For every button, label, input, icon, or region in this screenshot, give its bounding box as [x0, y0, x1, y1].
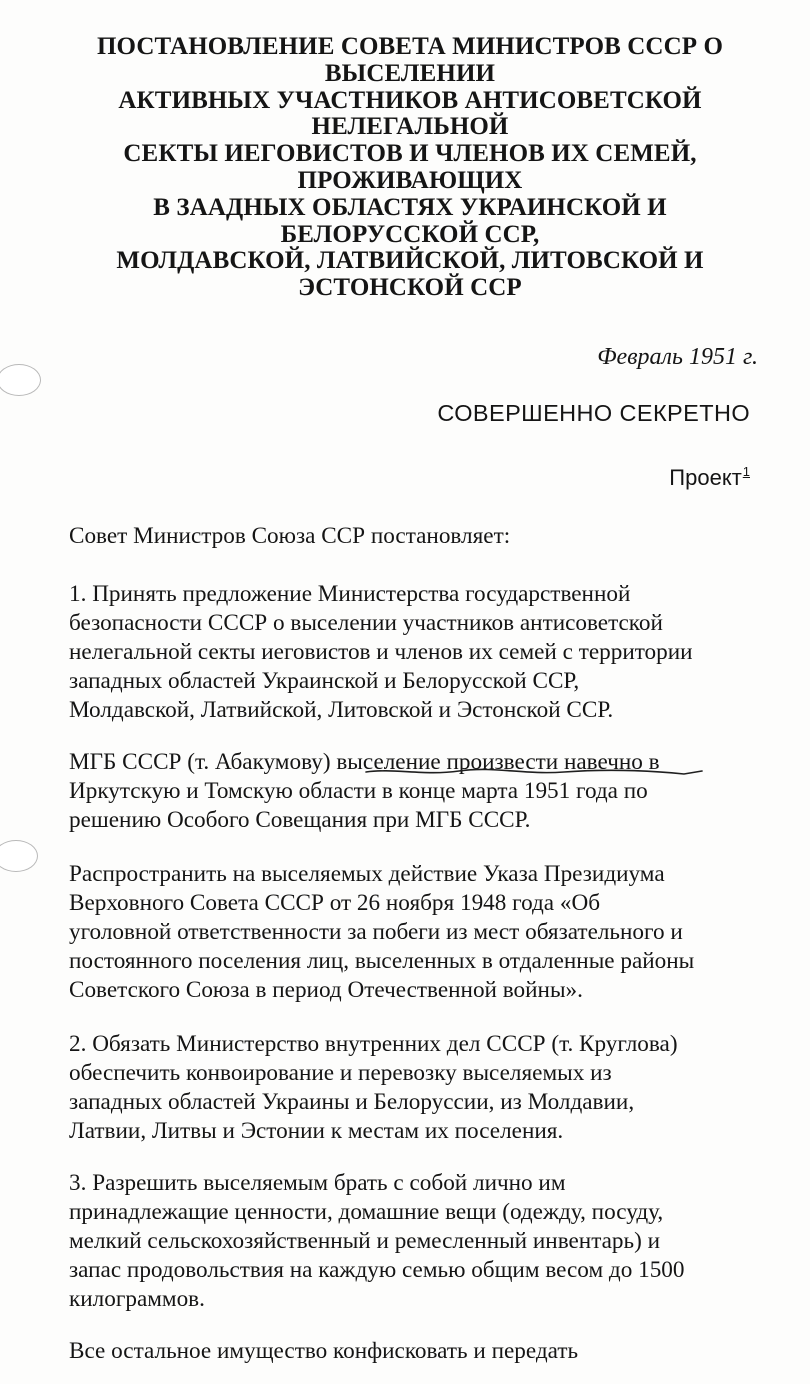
text-line: Все остальное имущество конфисковать и передать	[69, 1338, 579, 1364]
text-line: Распространить на выселяемых действие Указа Президиума	[69, 861, 665, 887]
document-title	[60, 34, 760, 302]
title-line: ЭСТОНСКОЙ ССР	[298, 274, 522, 302]
title-line: ВЫСЕЛЕНИИ	[324, 59, 496, 87]
text-line: Советского Союза в период Отечественной войны».	[69, 977, 583, 1003]
text-line: мелкий сельскохозяйственный и ремесленный инвентарь) и	[69, 1228, 661, 1254]
text-line: решению Особого Совещания при МГБ СССР.	[69, 807, 531, 833]
text-line: 1. Принять предложение Министерства государственной	[69, 581, 631, 607]
title-line: В ЗААДНЫХ ОБЛАСТЯХ УКРАИНСКОЙ И	[153, 193, 667, 221]
text-line: Латвии, Литвы и Эстонии к местам их поселения.	[69, 1118, 564, 1144]
handwritten-underline-mark	[364, 766, 704, 780]
text-line: обеспечить конвоирование и перевозку выселяемых из	[69, 1060, 612, 1086]
text-line: килограммов.	[69, 1286, 205, 1312]
text-line: МГБ СССР (т. Абакумову) выселение произвести навечно в	[69, 749, 660, 775]
text-line: Иркутскую и Томскую области в конце марта 1951 года по	[69, 778, 648, 804]
text-line: Верховного Совета СССР от 26 ноября 1948 года «Об	[69, 890, 601, 916]
text-line: принадлежащие ценности, домашние вещи (одежду, посуду,	[69, 1199, 664, 1225]
draft-label	[669, 464, 750, 491]
title-line: БЕЛОРУССКОЙ ССР,	[280, 220, 540, 248]
paragraph-item-1	[69, 580, 759, 725]
paragraph-item-2	[69, 1030, 759, 1146]
text-line: постоянного поселения лиц, выселенных в отдаленные районы	[69, 948, 695, 974]
title-line: АКТИВНЫХ УЧАСТНИКОВ АНТИСОВЕТСКОЙ	[118, 86, 702, 114]
classification-stamp: СОВЕРШЕННО СЕКРЕТНО	[437, 400, 750, 426]
title-line: ПРОЖИВАЮЩИХ	[297, 166, 523, 194]
title-line: НЕЛЕГАЛЬНОЙ	[311, 113, 509, 141]
punch-hole	[0, 364, 41, 396]
title-line: СЕКТЫ ИЕГОВИСТОВ И ЧЛЕНОВ ИХ СЕМЕЙ,	[123, 140, 697, 168]
text-line: западных областей Украины и Белоруссии, из Молдавии,	[69, 1089, 635, 1115]
text-line: нелегальной секты иеговистов и членов их семей с территории	[69, 639, 693, 665]
draft-label-text: Проект	[669, 465, 742, 490]
document-date: Февраль 1951 г.	[597, 344, 758, 370]
paragraph-confiscation	[69, 1337, 759, 1366]
paragraph-preamble	[69, 522, 759, 551]
text-line: 3. Разрешить выселяемым брать с собой лично им	[69, 1170, 566, 1196]
punch-hole	[0, 840, 38, 872]
paragraph-mgb-order	[69, 748, 759, 835]
title-line: МОЛДАВСКОЙ, ЛАТВИЙСКОЙ, ЛИТОВСКОЙ И	[116, 247, 704, 275]
text-line: Совет Министров Союза ССР постановляет:	[69, 523, 511, 549]
text-line: западных областей Украинской и Белорусской ССР,	[69, 668, 580, 694]
text-line: безопасности СССР о выселении участников антисоветской	[69, 610, 663, 636]
text-line: уголовной ответственности за побеги из мест обязательного и	[69, 919, 683, 945]
text-line: запас продовольствия на каждую семью общим весом до 1500	[69, 1257, 685, 1283]
text-line: 2. Обязать Министерство внутренних дел СССР (т. Круглова)	[69, 1031, 678, 1057]
paragraph-item-3	[69, 1169, 759, 1314]
text-line: Молдавской, Латвийской, Литовской и Эстонской ССР.	[69, 697, 614, 723]
paragraph-decree-extension	[69, 860, 759, 1005]
title-line: ПОСТАНОВЛЕНИЕ СОВЕТА МИНИСТРОВ СССР О	[96, 33, 724, 60]
footnote-marker: 1	[742, 464, 750, 479]
